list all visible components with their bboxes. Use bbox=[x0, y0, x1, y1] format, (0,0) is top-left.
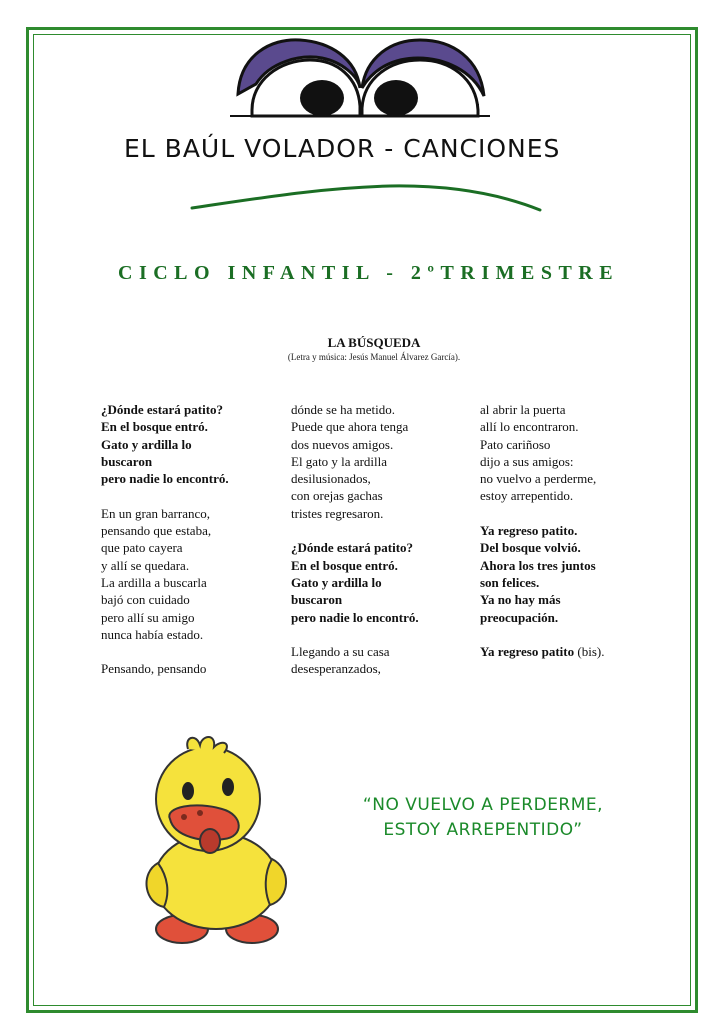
lyric-line bbox=[480, 626, 680, 643]
lyric-line: y allí se quedara. bbox=[101, 557, 190, 573]
lyric-line: Gato y ardilla lo bbox=[291, 574, 382, 590]
lyric-line: Del bosque volvió. bbox=[480, 540, 581, 556]
lyric-line: nunca había estado. bbox=[101, 626, 204, 642]
quote-line-1: “NO VUELVO A PERDERME, bbox=[362, 795, 604, 815]
lyric-line: Puede que ahora tenga bbox=[291, 419, 409, 435]
lyric-line: no vuelvo a perderme, bbox=[480, 471, 597, 487]
lyric-line: son felices. bbox=[480, 574, 540, 590]
lyric-line: tristes regresaron. bbox=[291, 505, 384, 521]
lyric-line: Pensando, pensando bbox=[101, 661, 207, 677]
lyric-line: pensando que estaba, bbox=[101, 523, 212, 539]
highlight-quote bbox=[318, 793, 648, 843]
lyric-line: Ya regreso patito (bis). bbox=[480, 644, 605, 660]
lyric-line bbox=[101, 487, 276, 504]
lyric-line: pero nadie lo encontró. bbox=[291, 609, 419, 625]
quote-line-2: ESTOY ARREPENTIDO” bbox=[383, 820, 583, 840]
lyric-line: estoy arrepentido. bbox=[480, 488, 574, 504]
song-credit: (Letra y música: Jesús Manuel Álvarez García). bbox=[287, 352, 461, 362]
lyric-line: dónde se ha metido. bbox=[291, 402, 395, 417]
lyric-line: dos nuevos amigos. bbox=[291, 436, 394, 452]
lyrics-column-3 bbox=[480, 401, 680, 660]
lyric-line: En el bosque entró. bbox=[101, 419, 208, 435]
lyric-line bbox=[101, 643, 276, 660]
lyric-line: ¿Dónde estará patito? bbox=[101, 402, 224, 417]
lyric-line: Ya regreso patito. bbox=[480, 523, 578, 539]
song-title: LA BÚSQUEDA bbox=[327, 335, 421, 350]
lyric-line: En un gran barranco, bbox=[101, 505, 211, 521]
header-underline-swoosh bbox=[190, 180, 542, 214]
lyric-line: desesperanzados, bbox=[291, 661, 381, 677]
lyric-line: pero nadie lo encontró. bbox=[101, 471, 229, 487]
lyric-line: ¿Dónde estará patito? bbox=[291, 540, 414, 556]
lyric-line: Llegando a su casa bbox=[291, 644, 390, 660]
lyric-line: que pato cayera bbox=[101, 540, 183, 556]
page-header-title: EL BAÚL VOLADOR - CANCIONES bbox=[124, 134, 561, 163]
lyric-line: desilusionados, bbox=[291, 471, 371, 487]
lyric-line: Pato cariñoso bbox=[480, 436, 551, 452]
lyric-line: dijo a sus amigos: bbox=[480, 453, 574, 469]
lyrics-column-1 bbox=[101, 401, 276, 678]
lyric-line: Ya no hay más bbox=[480, 592, 561, 608]
lyric-line: buscaron bbox=[101, 453, 153, 469]
lyric-line: La ardilla a buscarla bbox=[101, 574, 207, 590]
lyric-line: preocupación. bbox=[480, 609, 559, 625]
lyrics-column-2 bbox=[291, 401, 466, 678]
lyric-line: Gato y ardilla lo bbox=[101, 436, 192, 452]
section-title: CICLO INFANTIL - 2ºTRIMESTRE bbox=[118, 262, 620, 284]
lyric-line bbox=[480, 505, 680, 522]
lyric-line: Ahora los tres juntos bbox=[480, 557, 596, 573]
lyric-line: buscaron bbox=[291, 592, 343, 608]
lyric-line: allí lo encontraron. bbox=[480, 419, 579, 435]
lyric-line: pero allí su amigo bbox=[101, 609, 195, 625]
lyric-line: al abrir la puerta bbox=[480, 402, 566, 417]
duckling-illustration bbox=[104, 733, 314, 949]
lyric-line bbox=[291, 522, 466, 539]
lyric-line: bajó con cuidado bbox=[101, 592, 190, 608]
peeking-eyes-icon bbox=[230, 36, 490, 120]
lyric-line: En el bosque entró. bbox=[291, 557, 398, 573]
lyric-line: con orejas gachas bbox=[291, 488, 383, 504]
lyric-line: El gato y la ardilla bbox=[291, 453, 388, 469]
lyric-line bbox=[291, 626, 466, 643]
